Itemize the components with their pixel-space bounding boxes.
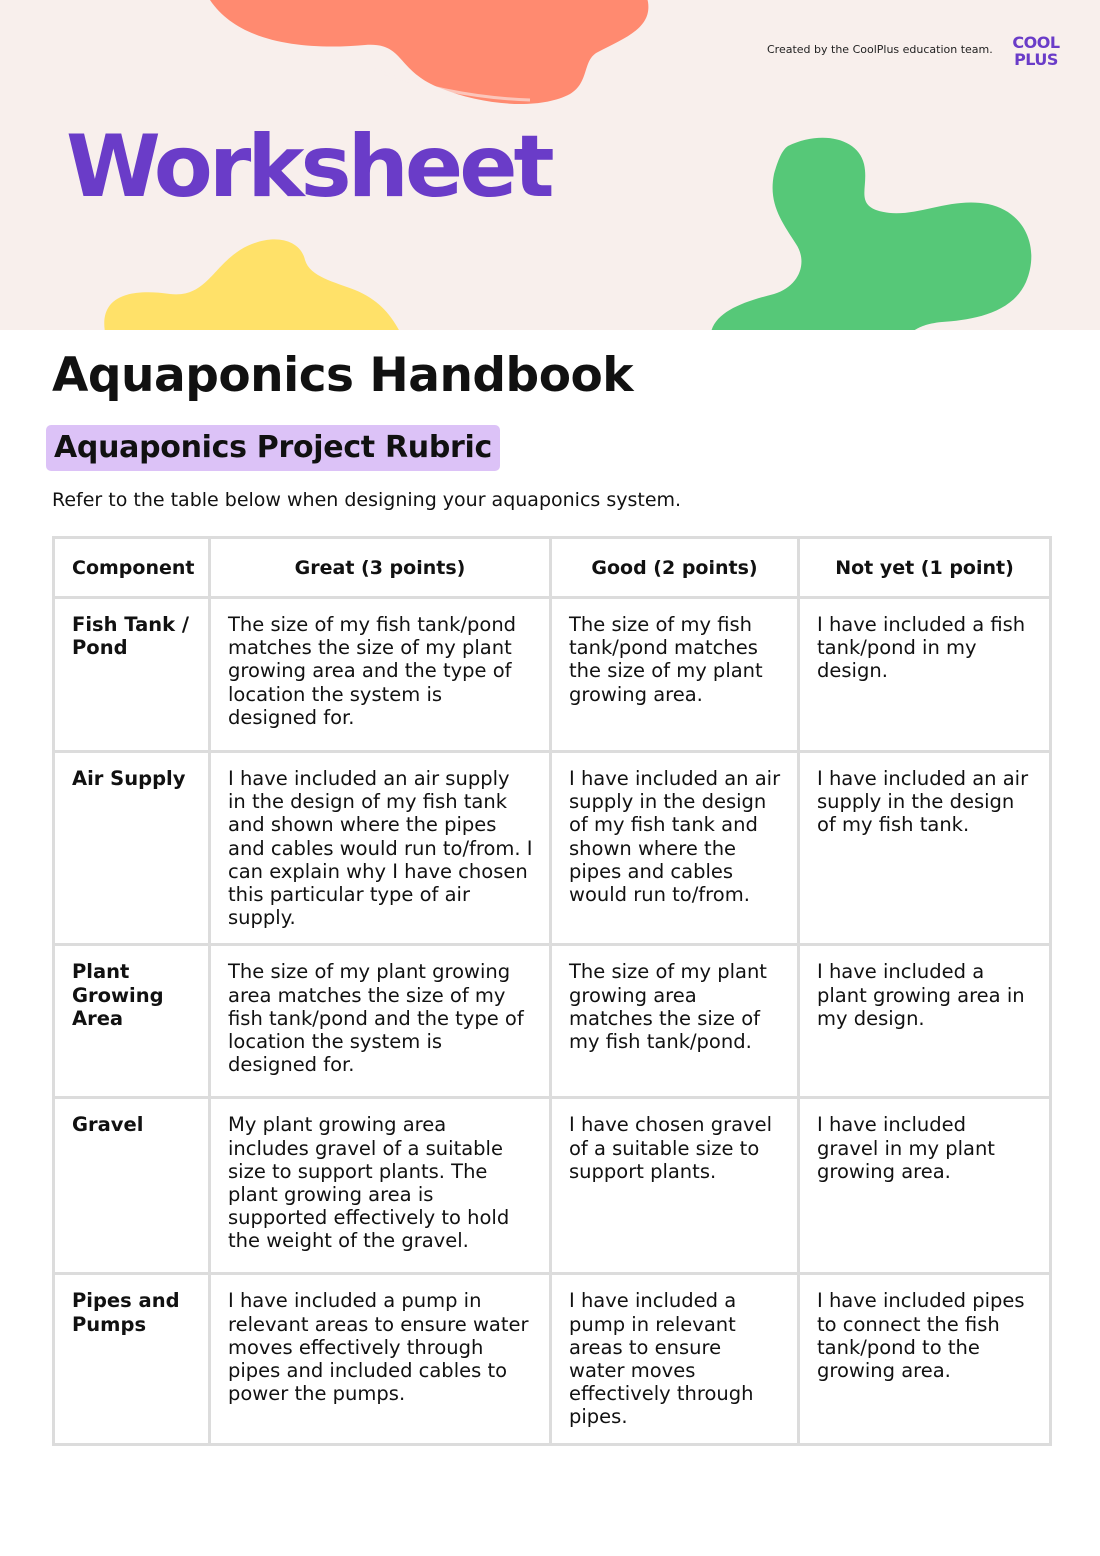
document-title: Aquaponics Handbook [52, 348, 634, 403]
coral-blob-decoration [200, 0, 660, 120]
rubric-table [52, 536, 1052, 1446]
header-great: Great (3 points) [210, 538, 551, 598]
good-cell: The size of my plant growing area matches the size of my fish tank/pond. [551, 945, 799, 1098]
logo-line-2: PLUS [1014, 50, 1058, 69]
good-cell: I have included a pump in relevant areas to ensure water moves effectively through pipes. [551, 1274, 799, 1444]
component-cell: Plant Growing Area [54, 945, 210, 1098]
component-cell: Gravel [54, 1098, 210, 1274]
yellow-blob-decoration [100, 232, 410, 330]
component-cell: Fish Tank / Pond [54, 598, 210, 752]
green-blob-decoration [706, 134, 1040, 330]
table-row [54, 752, 1051, 945]
worksheet-title: Worksheet [66, 117, 551, 217]
great-cell: I have included a pump in relevant areas to ensure water moves effectively through pipes and included cables to power the pumps. [210, 1274, 551, 1444]
great-cell: My plant growing area includes gravel of a suitable size to support plants. The plant growing area is supported effectively to hold the weight of the gravel. [210, 1098, 551, 1274]
not-yet-cell: I have included a plant growing area in my design. [799, 945, 1051, 1098]
logo-line-1: COOL [1012, 33, 1060, 52]
good-cell: I have included an air supply in the design of my fish tank and shown where the pipes and cables would run to/from. [551, 752, 799, 945]
great-cell: The size of my plant growing area matches the size of my fish tank/pond and the type of location the system is designed for. [210, 945, 551, 1098]
header-component: Component [54, 538, 210, 598]
not-yet-cell: I have included an air supply in the design of my fish tank. [799, 752, 1051, 945]
component-cell: Air Supply [54, 752, 210, 945]
not-yet-cell: I have included a fish tank/pond in my design. [799, 598, 1051, 752]
table-row [54, 1098, 1051, 1274]
rubric-title: Aquaponics Project Rubric [46, 425, 500, 471]
great-cell: I have included an air supply in the design of my fish tank and shown where the pipes and cables would run to/from. I can explain why I have chosen this particular type of air supply. [210, 752, 551, 945]
credit-text: Created by the CoolPlus education team. [767, 43, 993, 56]
good-cell: I have chosen gravel of a suitable size to support plants. [551, 1098, 799, 1274]
great-cell: The size of my fish tank/pond matches the size of my plant growing area and the type of location the system is designed for. [210, 598, 551, 752]
not-yet-cell: I have included pipes to connect the fish tank/pond to the growing area. [799, 1274, 1051, 1444]
table-header-row [54, 538, 1051, 598]
table-row [54, 1274, 1051, 1444]
not-yet-cell: I have included gravel in my plant growing area. [799, 1098, 1051, 1274]
intro-text: Refer to the table below when designing your aquaponics system. [52, 489, 682, 511]
good-cell: The size of my fish tank/pond matches the size of my plant growing area. [551, 598, 799, 752]
component-cell: Pipes and Pumps [54, 1274, 210, 1444]
table-row [54, 945, 1051, 1098]
table-row [54, 598, 1051, 752]
header-banner [0, 0, 1100, 330]
header-good: Good (2 points) [551, 538, 799, 598]
header-not-yet: Not yet (1 point) [799, 538, 1051, 598]
coolplus-logo [1004, 34, 1068, 74]
